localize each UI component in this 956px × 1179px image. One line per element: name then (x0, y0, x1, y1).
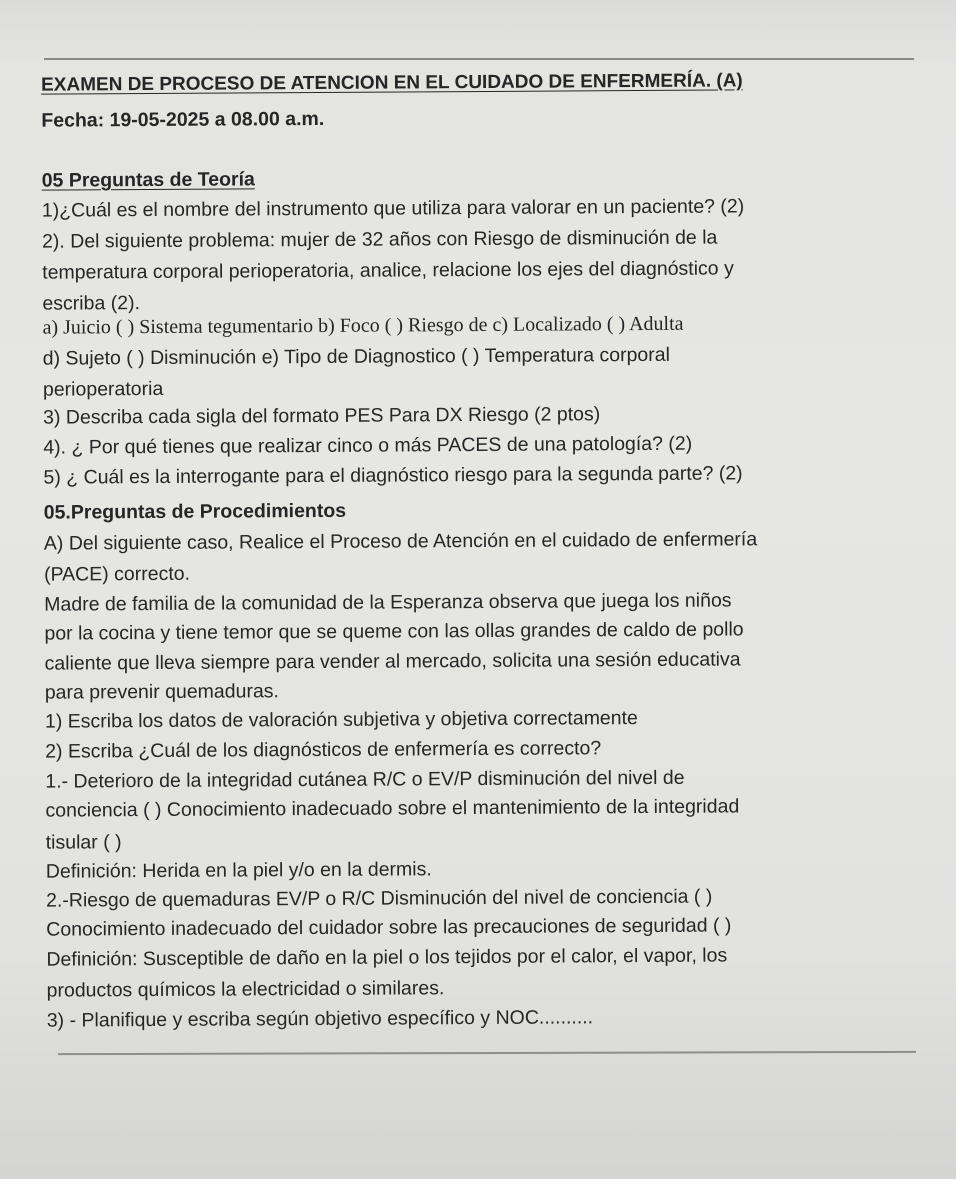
procedure-line: (PACE) correcto. (44, 562, 191, 586)
theory-options-line: d) Sujeto ( ) Disminución e) Tipo de Diagnostico ( ) Temperatura corporal (42, 343, 670, 370)
procedure-line: para prevenir quemaduras. (44, 680, 280, 704)
procedure-line: caliente que lleva siempre para vender al mercado, solicita una sesión educativa (44, 648, 741, 675)
theory-line: escriba (2). (42, 292, 141, 315)
theory-line: 3) Describa cada sigla del formato PES Para DX Riesgo (2 ptos) (43, 403, 601, 429)
theory-line: 1)¿Cuál es el nombre del instrumento que utiliza para valorar en un paciente? (2) (41, 195, 745, 222)
theory-line: temperatura corporal perioperatoria, analice, relacione los ejes del diagnóstico y (42, 257, 734, 284)
theory-options-line: a) Juicio ( ) Sistema tegumentario b) Foco ( ) Riesgo de c) Localizado ( ) Adulta (42, 312, 684, 339)
exam-title: EXAMEN DE PROCESO DE ATENCION EN EL CUIDADO DE ENFERMERÍA. (A) (41, 70, 743, 96)
procedure-line: productos químicos la electricidad o similares. (46, 977, 445, 1002)
procedure-line: tisular ( ) (45, 831, 122, 854)
theory-line: 5) ¿ Cuál es la interrogante para el diagnóstico riesgo para la segunda parte? (2) (43, 462, 743, 489)
procedure-line: 3) - Planifique y escriba según objetivo específico y NOC.......... (46, 1006, 594, 1032)
procedure-line: Definición: Susceptible de daño en la piel o los tejidos por el calor, el vapor, los (46, 944, 728, 971)
exam-date: Fecha: 19-05-2025 a 08.00 a.m. (41, 107, 325, 132)
procedure-line: 1.- Deterioro de la integridad cutánea R/C o EV/P disminución del nivel de (45, 766, 685, 793)
procedure-line: A) Del siguiente caso, Realice el Proceso de Atención en el cuidado de enfermería (43, 528, 758, 555)
procedure-line: Madre de familia de la comunidad de la Esperanza observa que juega los niños (44, 589, 732, 616)
procedure-line: 2.-Riesgo de quemaduras EV/P o R/C Disminución del nivel de conciencia ( ) (46, 885, 713, 912)
theory-line: 2). Del siguiente problema: mujer de 32 años con Riesgo de disminución de la (41, 226, 718, 253)
theory-line: perioperatoria (42, 377, 164, 401)
procedure-line: Definición: Herida en la piel y/o en la dermis. (45, 858, 432, 883)
theory-line: 4). ¿ Por qué tienes que realizar cinco o más PACES de una patología? (2) (43, 432, 693, 459)
procedure-line: Conocimiento inadecuado del cuidador sobre las precauciones de seguridad ( ) (46, 914, 732, 941)
procedure-line: 2) Escriba ¿Cuál de los diagnósticos de enfermería es correcto? (45, 737, 602, 763)
procedure-line: por la cocina y tiene temor que se queme con las ollas grandes de caldo de pollo (44, 618, 744, 645)
procedures-heading: 05.Preguntas de Procedimientos (43, 499, 347, 524)
procedure-line: conciencia ( ) Conocimiento inadecuado sobre el mantenimiento de la integridad (45, 795, 740, 822)
theory-heading: 05 Preguntas de Teoría (41, 168, 255, 192)
procedure-line: 1) Escriba los datos de valoración subjetiva y objetiva correctamente (44, 707, 638, 733)
